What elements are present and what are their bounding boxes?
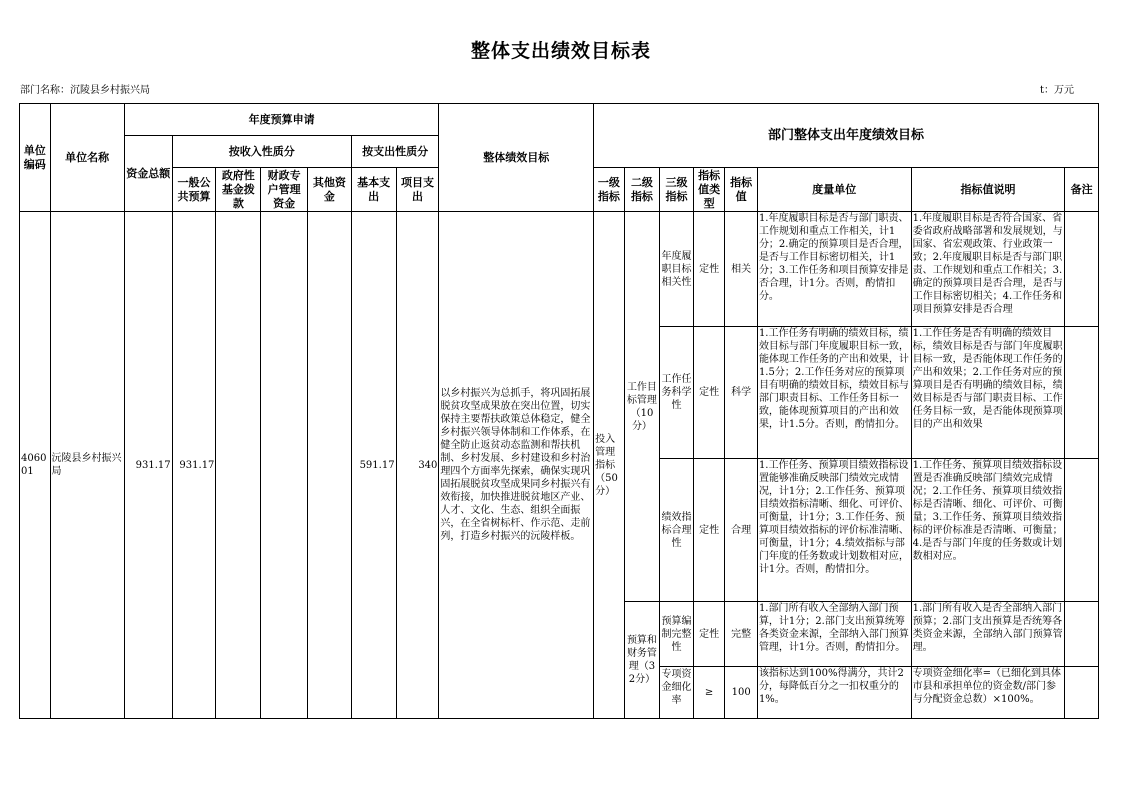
header-indicator-value: 指标值 <box>725 168 758 212</box>
remarks-cell <box>1065 212 1099 327</box>
header-measure-unit: 度量单位 <box>757 168 911 212</box>
basic-expense-cell: 591.17 <box>351 212 396 719</box>
page-title: 整体支出绩效目标表 <box>470 40 651 62</box>
header-overall-goal: 整体绩效目标 <box>439 104 594 212</box>
level3-cell: 预算编制完整性 <box>660 602 694 667</box>
desc-cell: 1.年度履职目标是否符合国家、省委省政府战略部署和发展规划，与国家、省宏观政策、行业政策一致；2.年度履职目标是否与部门职责、工作规划和重点工作相关；3.确定的预算项目是否合理，是否与工作目标密切相关；4.工作任务和项目预算安排是否合理 <box>912 213 1063 315</box>
department-name: 部门名称：沉陵县乡村振兴局 <box>20 85 150 96</box>
unit-name-cell: 沅陵县乡村振兴局 <box>50 212 124 719</box>
value-cell: 合理 <box>725 459 758 602</box>
desc-cell: 1.部门所有收入是否全部纳入部门预算；2.部门支出预算是否统筹各类资金来源，全部纳入部门预算管理。 <box>912 603 1063 653</box>
header-level3: 三级指标 <box>660 168 694 212</box>
remarks-cell <box>1065 602 1099 667</box>
unit-code-cell: 406001 <box>20 212 51 719</box>
performance-table <box>19 103 1099 719</box>
value-cell: 100 <box>725 667 758 719</box>
header-indicator-desc: 指标值说明 <box>911 168 1065 212</box>
header-project-expense: 项目支出 <box>396 168 439 212</box>
type-cell: 定性 <box>693 459 725 602</box>
header-gov-fund: 政府性基金拨款 <box>216 168 261 212</box>
gov-fund-cell <box>216 212 261 719</box>
header-total-funds: 资金总额 <box>124 136 172 212</box>
header-annual-budget: 年度预算申请 <box>124 104 439 136</box>
header-special-fiscal: 财政专户管理资金 <box>261 168 308 212</box>
level3-cell: 工作任务科学性 <box>660 327 694 459</box>
desc-cell: 1.工作任务是否有明确的绩效目标，绩效目标是否与部门年度履职目标一致，是否能体现工作任务的产出和效果；2.工作任务对应的预算项目是否有明确的绩效目标，绩效目标是否与部门职责目标、工作任务目标一致，是否能体现预算项目的产出和效果 <box>912 328 1063 430</box>
other-funds-cell <box>308 212 352 719</box>
currency-unit: t：万元 <box>1040 85 1075 96</box>
header-by-expense: 按支出性质分 <box>351 136 439 168</box>
type-cell: 定性 <box>693 212 725 327</box>
header-level2: 二级指标 <box>624 168 660 212</box>
level3-cell: 绩效指标合理性 <box>660 459 694 602</box>
measure-cell: 1.工作任务、预算项目绩效指标设置能够准确反映部门绩效完成情况，计1分；2.工作任务、预算项目绩效指标清晰、细化、可评价、可衡量，计1分；3.工作任务、预算项目绩效指标的评价标准清晰、可衡量，计1分；4.绩效指标与部门年度的任务数或计划数相对应，计1分。否则，酌情扣分。 <box>758 460 909 575</box>
type-cell: 定性 <box>693 602 725 667</box>
measure-cell: 1.年度履职目标是否与部门职责、工作规划和重点工作相关，计1分；2.确定的预算项目是否合理，是否与工作目标密切相关，计1分；3.工作任务和项目预算安排是否合理，计1分。否则，酌情扣分。 <box>758 213 909 302</box>
header-by-income: 按收入性质分 <box>172 136 351 168</box>
header-basic-expense: 基本支出 <box>351 168 396 212</box>
remarks-cell <box>1065 459 1099 602</box>
header-unit-code: 单位编码 <box>20 104 51 212</box>
measure-cell: 1.工作任务有明确的绩效目标，绩效目标与部门年度履职目标一致，能体现工作任务的产出和效果，计1.5分；2.工作任务对应的预算项目有明确的绩效目标，绩效目标与部门职责目标、工作任务目标一致，能体现预算项目的产出和效果，计1.5分。否则，酌情扣分。 <box>758 328 909 430</box>
header-unit-name: 单位名称 <box>50 104 124 212</box>
remarks-cell <box>1065 327 1099 459</box>
desc-cell: 1.工作任务、预算项目绩效指标设置是否准确反映部门绩效完成情况；2.工作任务、预算项目绩效指标是否清晰、细化、可评价、可衡量；3.工作任务、预算项目绩效指标的评价标准是否清晰、可衡量；4.是否与部门年度的任务数或计划数相对应。 <box>912 460 1063 562</box>
level1-cell: 投入管理指标（50分） <box>594 212 625 719</box>
general-budget-cell: 931.17 <box>172 212 216 719</box>
header-remarks: 备注 <box>1065 168 1099 212</box>
header-indicator-type: 指标值类型 <box>693 168 725 212</box>
header-general-budget: 一般公共预算 <box>172 168 216 212</box>
measure-cell: 1.部门所有收入全部纳入部门预算，计1分；2.部门支出预算统筹各类资金来源，全部纳入部门预算管理，计1分。否则，酌情扣分。 <box>758 603 909 653</box>
header-level1: 一级指标 <box>594 168 625 212</box>
value-cell: 科学 <box>725 327 758 459</box>
type-cell: 定性 <box>693 327 725 459</box>
level3-cell: 年度履职目标相关性 <box>660 212 694 327</box>
value-cell: 相关 <box>725 212 758 327</box>
desc-cell: 专项资金细化率=（已细化到具体市县和承担单位的资金数/部门参与分配资金总数）×100%。 <box>912 668 1062 705</box>
measure-cell: 该指标达到100%得满分，共计2分，每降低百分之一扣权重分的1%。 <box>758 668 904 705</box>
type-cell: ≥ <box>693 667 725 719</box>
total-funds-cell: 931.17 <box>124 212 172 719</box>
level2-cell-work: 工作目标管理（10分） <box>624 212 660 602</box>
special-fiscal-cell <box>261 212 308 719</box>
table-row <box>20 212 1099 327</box>
overall-goal-cell: 以乡村振兴为总抓手，将巩固拓展脱贫攻坚成果放在突出位置，切实保持主要帮扶政策总体稳定，健全乡村振兴领导体制和工作体系，在健全防止返贫动态监测和帮扶机制、乡村发展、乡村建设和乡村治理四个方面率先探索，确保实现巩固拓展脱贫攻坚成果同乡村振兴有效衔接，加快推进脱贫地区产业、人才、文化、生态、组织全面振兴，在全省树标杆、作示范、走前列，打造乡村振兴的沅陵样板。 <box>439 212 594 719</box>
header-dept-goal: 部门整体支出年度绩效目标 <box>594 104 1099 168</box>
remarks-cell <box>1065 667 1099 719</box>
header-other-funds: 其他资金 <box>308 168 352 212</box>
value-cell: 完整 <box>725 602 758 667</box>
level3-cell: 专项资金细化率 <box>661 668 692 706</box>
project-expense-cell: 340 <box>396 212 439 719</box>
level2-cell-budget: 预算和财务管理（32分） <box>624 602 660 719</box>
